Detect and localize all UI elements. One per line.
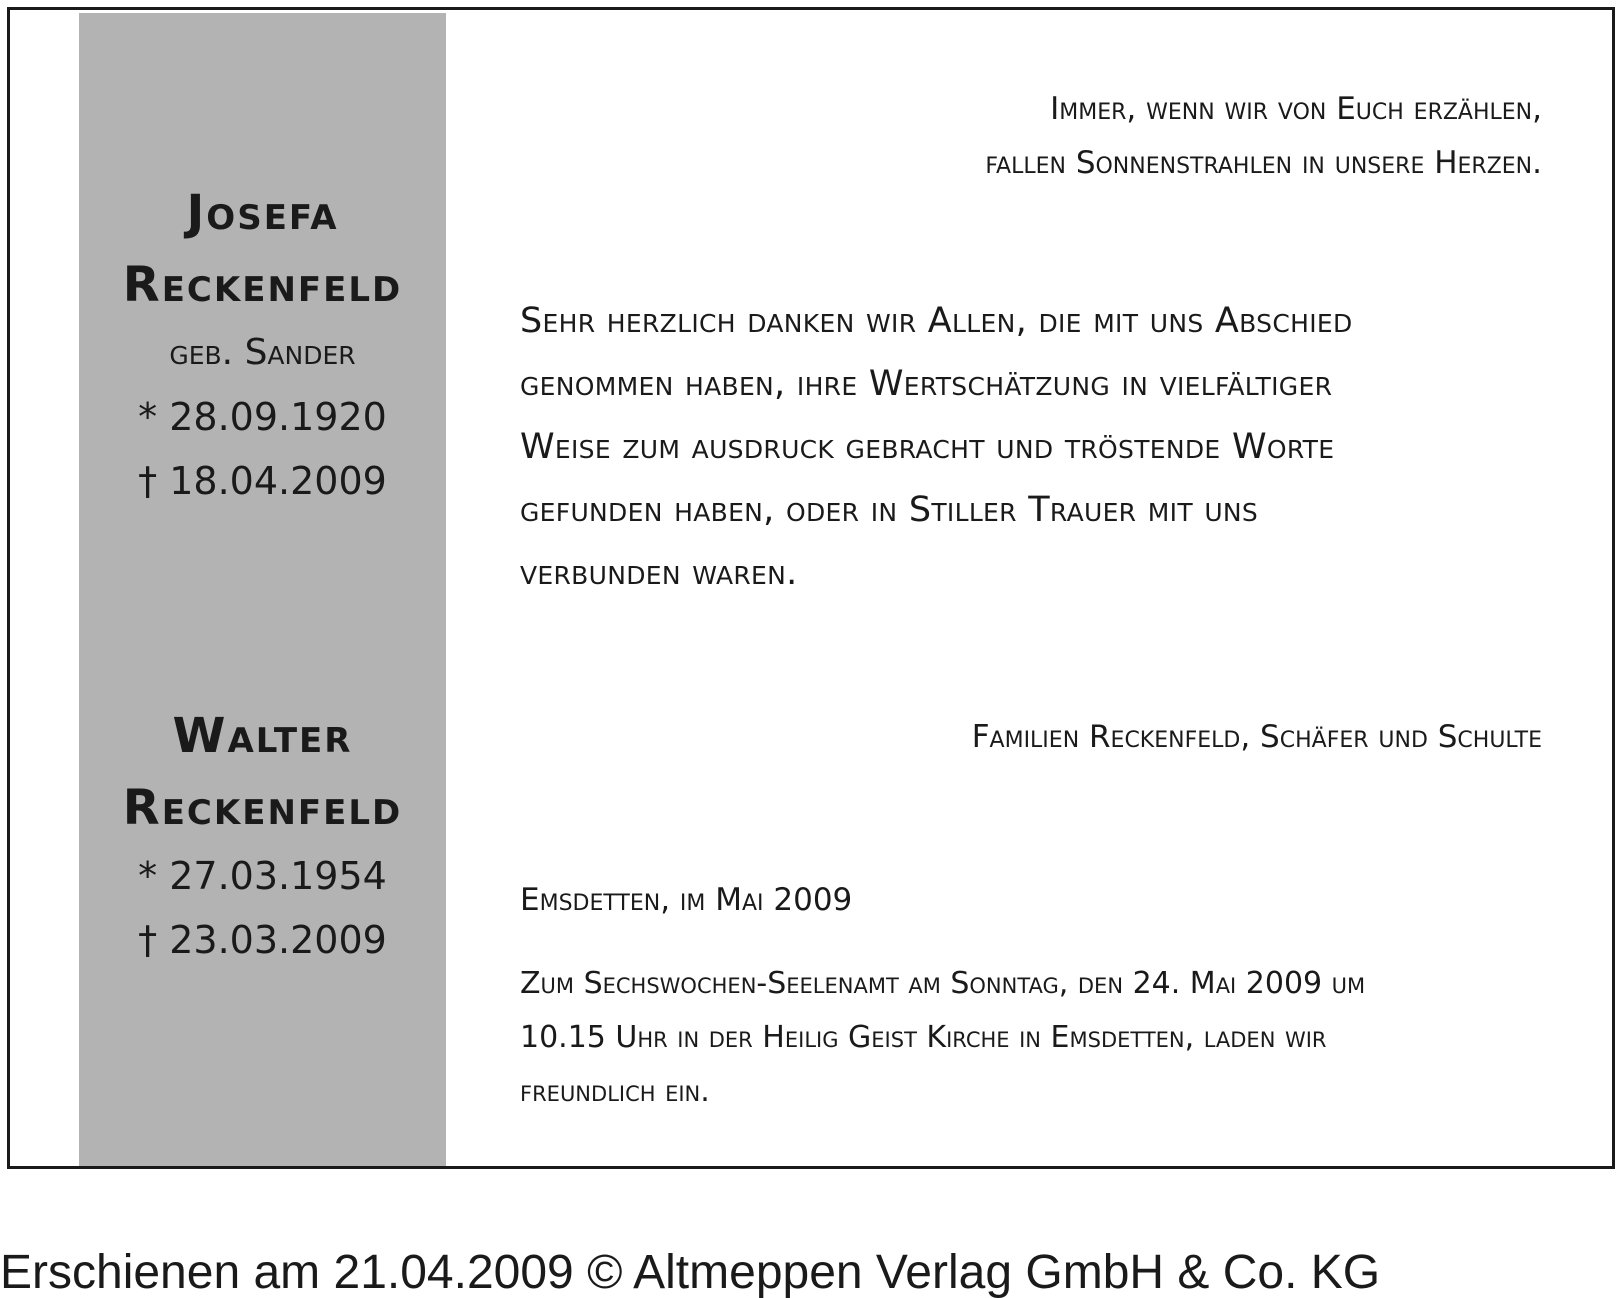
thanks-line: genommen haben, ihre Wertschätzung in vielfältiger xyxy=(520,364,1333,404)
motto-line: fallen Sonnenstrahlen in unsere Herzen. xyxy=(985,145,1542,181)
obituary-card xyxy=(7,7,1615,1169)
place-date: Emsdetten, im Mai 2009 xyxy=(520,882,853,918)
thanks-paragraph xyxy=(520,290,1542,605)
person-last-name: Reckenfeld xyxy=(122,780,403,836)
thanks-line: Sehr herzlich danken wir Allen, die mit uns Abschied xyxy=(520,301,1353,341)
thanks-line: Weise zum ausdruck gebracht und tröstende Worte xyxy=(520,427,1335,467)
person-death-date: † 23.03.2009 xyxy=(138,918,387,962)
family-signature: Familien Reckenfeld, Schäfer und Schulte xyxy=(971,719,1542,755)
person-birth-date: * 27.03.1954 xyxy=(138,854,387,898)
thanks-line: verbunden waren. xyxy=(520,553,798,593)
motto-line: Immer, wenn wir von Euch erzählen, xyxy=(1050,91,1542,127)
service-line: 10.15 Uhr in der Heilig Geist Kirche in Emsdetten, laden wir xyxy=(520,1020,1327,1055)
thanks-line: gefunden haben, oder in Stiller Trauer mit uns xyxy=(520,490,1259,530)
service-line: Zum Sechswochen-Seelenamt am Sonntag, den 24. Mai 2009 um xyxy=(520,966,1366,1001)
person-death-date: † 18.04.2009 xyxy=(138,459,387,503)
person-last-name: Reckenfeld xyxy=(122,257,403,313)
person-first-name: Josefa xyxy=(186,185,339,241)
person-maiden-name: geb. Sander xyxy=(169,332,356,373)
person-josefa xyxy=(79,177,446,513)
person-first-name: Walter xyxy=(172,708,353,764)
service-announcement xyxy=(520,957,1542,1119)
motto-verse xyxy=(520,82,1542,190)
name-sidebar xyxy=(79,13,446,1166)
person-walter xyxy=(79,700,446,972)
publication-footer: Erschienen am 21.04.2009 © Altmeppen Verlag GmbH & Co. KG xyxy=(0,1246,1381,1298)
service-line: freundlich ein. xyxy=(520,1074,710,1109)
person-birth-date: * 28.09.1920 xyxy=(138,395,387,439)
